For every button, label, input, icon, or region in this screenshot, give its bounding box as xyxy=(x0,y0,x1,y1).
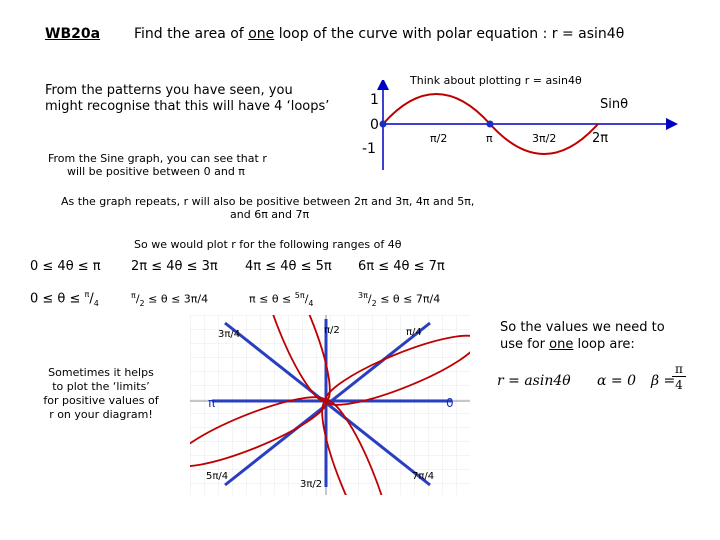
formula-beta-numerator: π xyxy=(672,362,686,377)
repeat-note-line-2: and 6π and 7π xyxy=(230,208,310,221)
intro-line-2: might recognise that this will have 4 ‘loops’ xyxy=(45,99,330,114)
sine-note-line-2: will be positive between 0 and π xyxy=(67,165,245,178)
range-theta-1: $0 \le \theta \le ^\pi/_4$ xyxy=(30,290,99,308)
angle-label-0: 0 xyxy=(446,396,454,410)
plot-hint: Think about plotting r = asin4θ xyxy=(410,74,582,87)
limits-note-line-1: Sometimes it helps xyxy=(48,366,154,379)
repeat-note-line-1: As the graph repeats, r will also be positive between 2π and 3π, 4π and 5π, xyxy=(61,195,475,208)
angle-label-3pi-2: 3π/2 xyxy=(300,479,323,490)
angle-label-7pi-4: 7π/4 xyxy=(412,471,435,482)
sine-note-line-1: From the Sine graph, you can see that r xyxy=(48,152,267,165)
formula-beta-lead: β = xyxy=(651,373,676,389)
sine-x-label-pi-2: π/2 xyxy=(430,132,448,145)
sine-x-label-2pi: 2π xyxy=(592,131,609,146)
limits-note-line-2: to plot the ‘limits’ xyxy=(52,380,150,393)
range-theta-2: $^\pi/_2 \le \theta \le 3\pi/4$ xyxy=(131,291,209,308)
sine-x-label-pi: π xyxy=(486,132,493,145)
angle-label-pi-2: π/2 xyxy=(324,325,340,336)
range-4theta-3: 4π ≤ 4θ ≤ 5π xyxy=(245,259,332,274)
range-4theta-4: 6π ≤ 4θ ≤ 7π xyxy=(358,259,445,274)
polar-rose-diagram xyxy=(190,315,470,495)
formula-r: r = asin4θ xyxy=(497,373,571,389)
formula-beta-denominator: 4 xyxy=(675,378,683,392)
sine-graph xyxy=(360,80,680,180)
values-note-line-2: use for one loop are: xyxy=(500,337,635,352)
limits-note-line-3: for positive values of xyxy=(43,394,159,407)
sine-graph-label: Sinθ xyxy=(600,97,629,112)
range-4theta-1: 0 ≤ 4θ ≤ π xyxy=(30,259,101,274)
limits-note-line-4: r on your diagram! xyxy=(49,408,153,421)
ranges-intro: So we would plot r for the following ranges of 4θ xyxy=(134,238,402,251)
sine-y-label-neg1: -1 xyxy=(362,141,376,157)
sine-y-label-0: 0 xyxy=(370,117,379,133)
worksheet-title: Find the area of one loop of the curve with polar equation : r = asin4θ xyxy=(134,26,625,42)
sine-x-label-3pi-2: 3π/2 xyxy=(532,132,557,145)
angle-label-pi: π xyxy=(208,396,216,410)
values-note-line-1: So the values we need to xyxy=(500,320,665,335)
angle-label-pi-4: π/4 xyxy=(406,327,422,338)
range-theta-3: $\pi \le \theta \le ^{5\pi}/_4$ xyxy=(249,291,314,308)
range-4theta-2: 2π ≤ 4θ ≤ 3π xyxy=(131,259,218,274)
sine-point-pi xyxy=(487,121,494,128)
intro-line-1: From the patterns you have seen, you xyxy=(45,83,293,98)
angle-label-5pi-4: 5π/4 xyxy=(206,471,229,482)
sine-point-0 xyxy=(380,121,387,128)
formula-alpha: α = 0 xyxy=(597,373,636,389)
sine-y-label-1: 1 xyxy=(370,92,379,108)
angle-label-3pi-4: 3π/4 xyxy=(218,329,241,340)
range-theta-4: $^{3\pi}/_2 \le \theta \le 7\pi/4$ xyxy=(358,291,441,308)
worksheet-code: WB20a xyxy=(45,26,101,42)
